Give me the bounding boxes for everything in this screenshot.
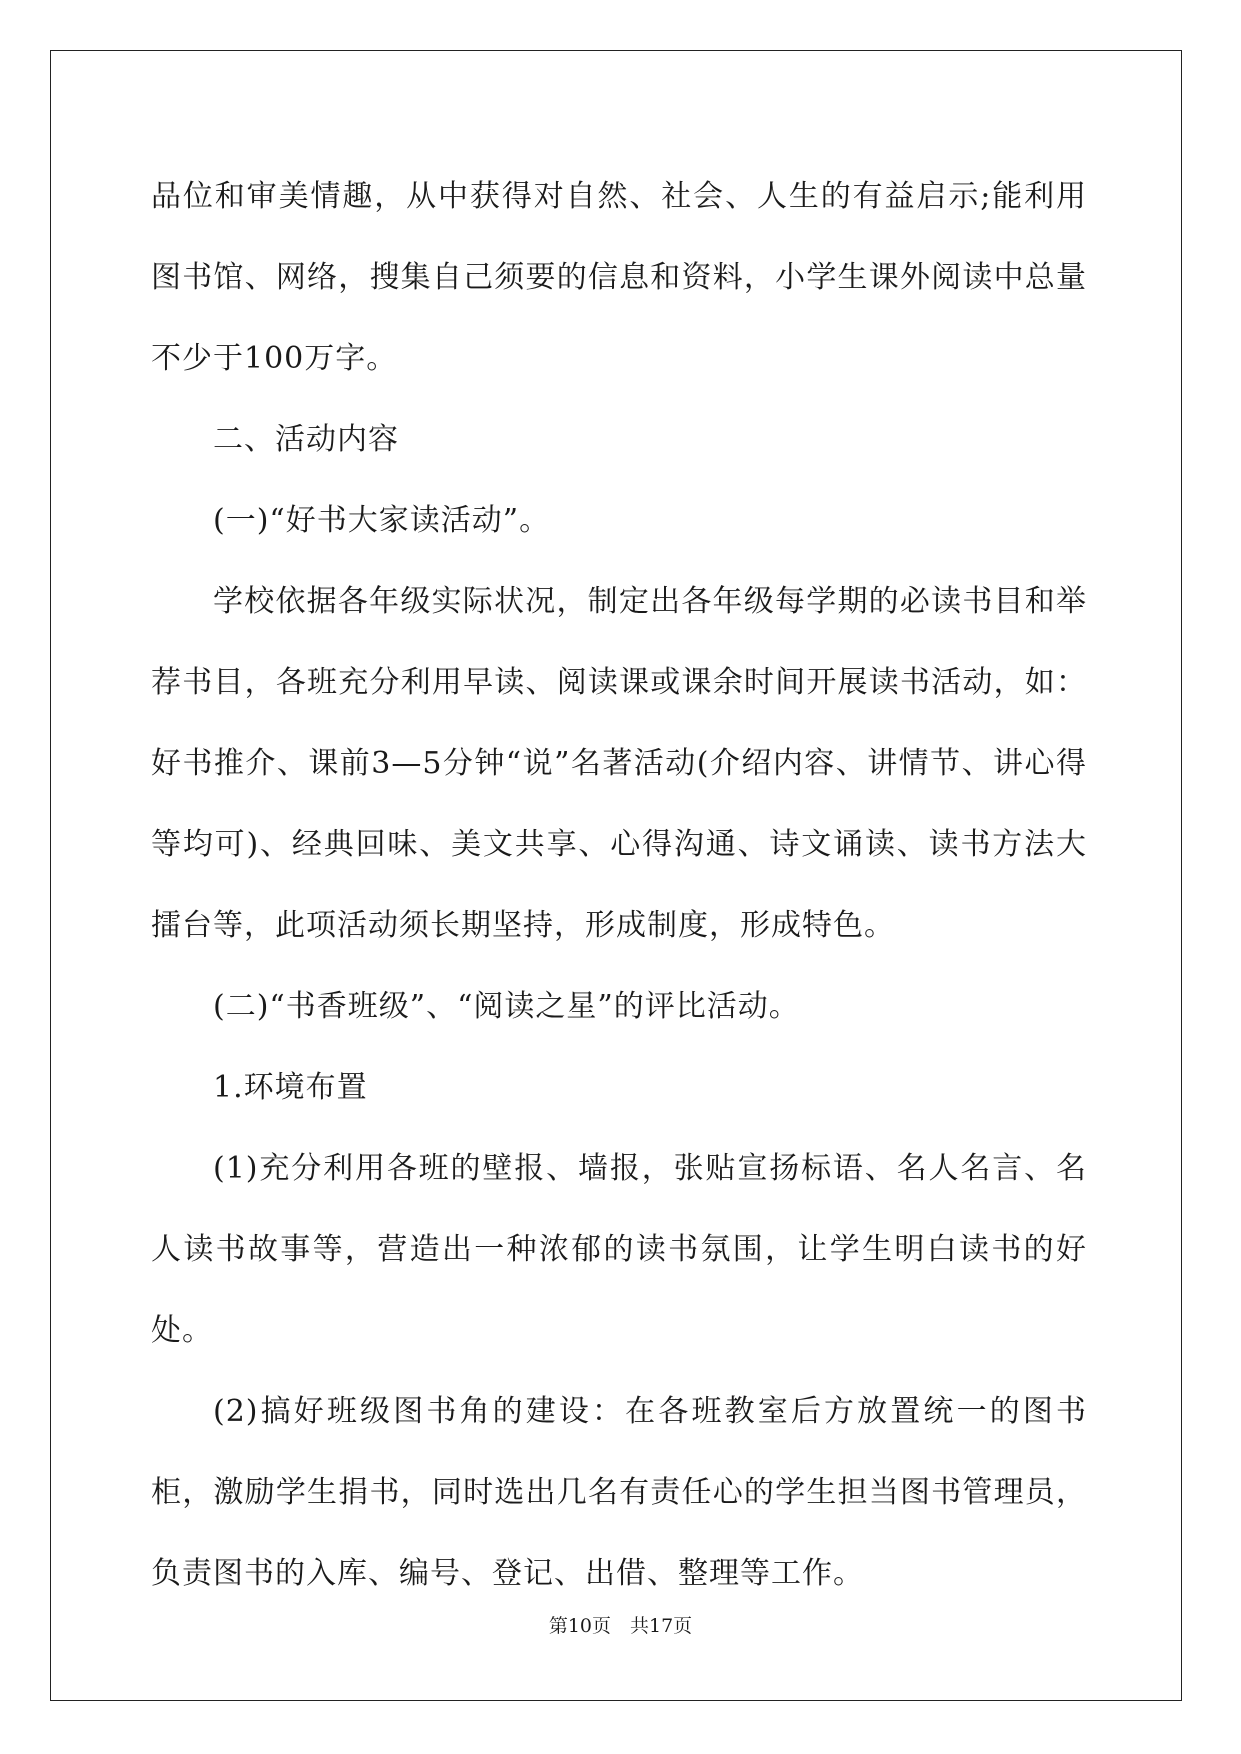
subsection-heading: (一)“好书大家读活动”。 <box>213 503 551 538</box>
page-number-footer: 第10页 共17页 <box>548 1615 693 1637</box>
item-heading: 1.环境布置 <box>213 1070 368 1105</box>
document-body <box>151 156 1087 1614</box>
paragraph: (1)充分利用各班的壁报、墙报，张贴宣扬标语、名人名言、名人读书故事等，营造出一种浓郁的读书氛围，让学生明白读书的好处。 <box>151 1151 1087 1348</box>
paragraph: 品位和审美情趣，从中获得对自然、社会、人生的有益启示;能利用图书馆、网络，搜集自己须要的信息和资料，小学生课外阅读中总量不少于100万字。 <box>151 179 1087 376</box>
subsection-heading: (二)“书香班级”、“阅读之星”的评比活动。 <box>213 989 800 1024</box>
section-heading: 二、活动内容 <box>213 422 399 457</box>
paragraph: (2)搞好班级图书角的建设：在各班教室后方放置统一的图书柜，激励学生捐书，同时选出几名有责任心的学生担当图书管理员，负责图书的入库、编号、登记、出借、整理等工作。 <box>151 1394 1087 1591</box>
paragraph: 学校依据各年级实际状况，制定出各年级每学期的必读书目和举荐书目，各班充分利用早读、阅读课或课余时间开展读书活动，如：好书推介、课前3—5分钟“说”名著活动(介绍内容、讲情节、讲心得等均可)、经典回味、美文共享、心得沟通、诗文诵读、读书方法大擂台等，此项活动须长期坚持，形成制度，形成特色。 <box>151 584 1087 943</box>
